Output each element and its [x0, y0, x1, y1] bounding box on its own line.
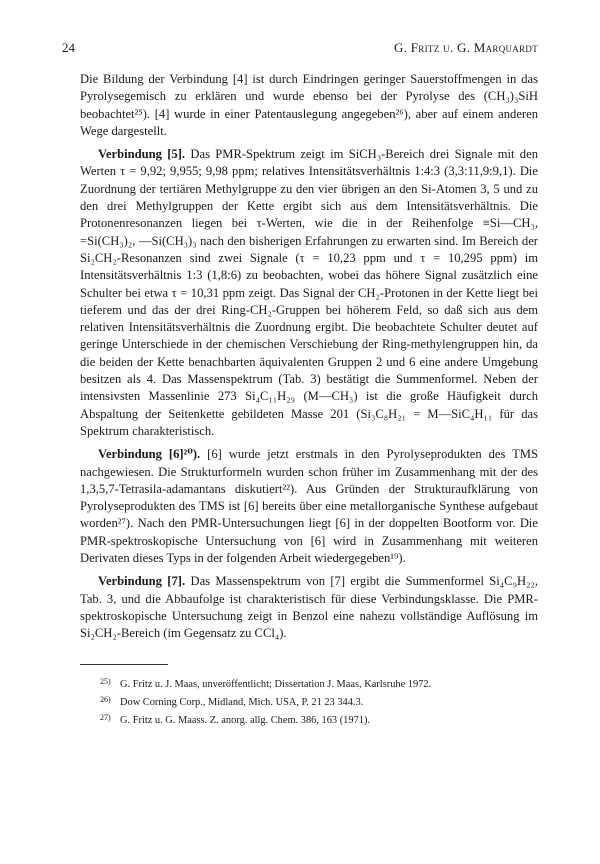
footnote-text: Dow Corning Corp., Midland, Mich. USA, P. 21 23 344.3. — [120, 697, 364, 708]
footnote-25 — [100, 674, 538, 692]
paragraph-compound-5 — [80, 146, 538, 440]
footnotes — [100, 674, 538, 728]
paragraph-text: Die Bildung der Verbindung [4] ist durch Eindringen geringer Sauerstoffmengen in das Pyrolysegemisch zu erklären und wurde ebenso bei der Pyrolyse des (CH₃)₃SiH beobachtet²⁵). [4] wurde in einer Patentauslegung angegeben²⁶), aber auf einem anderen Wege dargestellt. — [80, 72, 538, 138]
running-title: G. Fritz u. G. Marquardt — [393, 40, 538, 55]
footnote-27 — [100, 710, 538, 728]
paragraph-compound-6 — [80, 446, 538, 567]
footnote-number: 25) — [100, 677, 111, 686]
paragraph-compound-7 — [80, 573, 538, 642]
footnote-26 — [100, 692, 538, 710]
paragraph-text: [6] wurde jetzt erstmals in den Pyrolyseprodukten des TMS nachgewiesen. Die Strukturformeln wurden schon früher im Zusammenhang mit der des 1,3,5,7-Tetrasila-adamantans diskutiert²²). Aus Gründen der Strukturaufklärung von Pyrolyseprodukten des TMS ist [6] bereits über eine metallorganische Synthese aufgebaut worden²⁷). Nach den PMR-Untersuchungen liegt [6] in der doppelten Bootform vor. Die PMR-spektroskopische Untersuchung von [6] wird in Zusammenhang mit weiteren Derivaten dieses Typs in der folgenden Arbeit wiedergegeben¹⁹). — [80, 447, 539, 566]
page-number: 24 — [62, 40, 75, 55]
paragraph-text: Das PMR-Spektrum zeigt im SiCH₃-Bereich drei Signale mit den Werten τ = 9,92; 9,955; 9,98 ppm; relatives Intensitätsverhältnis 1:4:3 (3,3:11,9:9,1). Die Zuordnung der tertiären Methylgruppe zu den vier übrigen an den Si-Atomen 3, 5 und zu den drei Methylgruppen der Kette ergibt sich aus dem Intensitätsverhältnis. Die Protonenresonanzen liegen bei τ-Werten, wie die in der Reihenfolge ≡Si—CH₃, =Si(CH₃)₂, —Si(CH₃)₃ nach den bisherigen Erfahrungen zu erwarten sind. Im Bereich der Si₂CH₂-Resonanzen sind zwei Signale (τ = 10,23 ppm und τ = 10,295 ppm) im Intensitätsverhältnis 1:3 (1,8:6) zu beobachten, wobei das höhere Signal zusätzlich eine Schulter bei etwa τ = 10,31 ppm zeigt. Das Signal der CH₂-Protonen in der Kette liegt bei tieferem und das der drei Ring-CH₂-Gruppen bei höherem Feld, so daß sich aus dem relativen Intensitätsverhältnis die Zuordnung ergibt. Die beobachtete Schulter deutet auf geringe Unterschiede in der chemischen Verschiebung der Ring-methylengruppen hin, da die beiden der Kette benachbarten äquivalenten Gruppen 2 und 6 eine andere Umgebung besitzen als 4. Das Massenspektrum (Tab. 3) bestätigt die Summenformel. Neben der intensivsten Massenlinie 273 Si₄C₁₁H₂₉ (M—CH₃) ist die große Häufigkeit durch Abspaltung der Seitenkette gebildeten Masse 201 (Si₃C₈H₂₁ = M—SiC₄H₁₁ für das Spektrum charakteristisch. — [80, 147, 538, 438]
footnote-text: G. Fritz u. G. Maass. Z. anorg. allg. Chem. 386, 163 (1971). — [120, 715, 371, 726]
page-header — [62, 40, 538, 58]
compound-heading: Verbindung [7]. — [98, 574, 186, 589]
footnote-number: 27) — [100, 713, 111, 722]
footnote-number: 26) — [100, 695, 111, 704]
footnote-divider — [80, 664, 168, 665]
footnote-text: G. Fritz u. J. Maas, unveröffentlicht; Dissertation J. Maas, Karlsruhe 1972. — [120, 679, 432, 690]
compound-heading: Verbindung [5]. — [98, 147, 186, 162]
body-text — [80, 71, 538, 643]
paragraph-text: Das Massenspektrum von [7] ergibt die Summenformel Si₄C₉H₂₂, Tab. 3, und die Abbaufolge ist charakteristisch für diese Verbindungsklasse. Die PMR-spektroskopische Untersuchung zeigt in Benzol eine nahezu vollständige Auflösung im Si₂CH₂-Bereich (im Gegensatz zu CCl₄). — [80, 574, 538, 641]
paragraph-compound-4 — [80, 71, 538, 140]
compound-heading: Verbindung [6]²⁰). — [98, 447, 201, 462]
